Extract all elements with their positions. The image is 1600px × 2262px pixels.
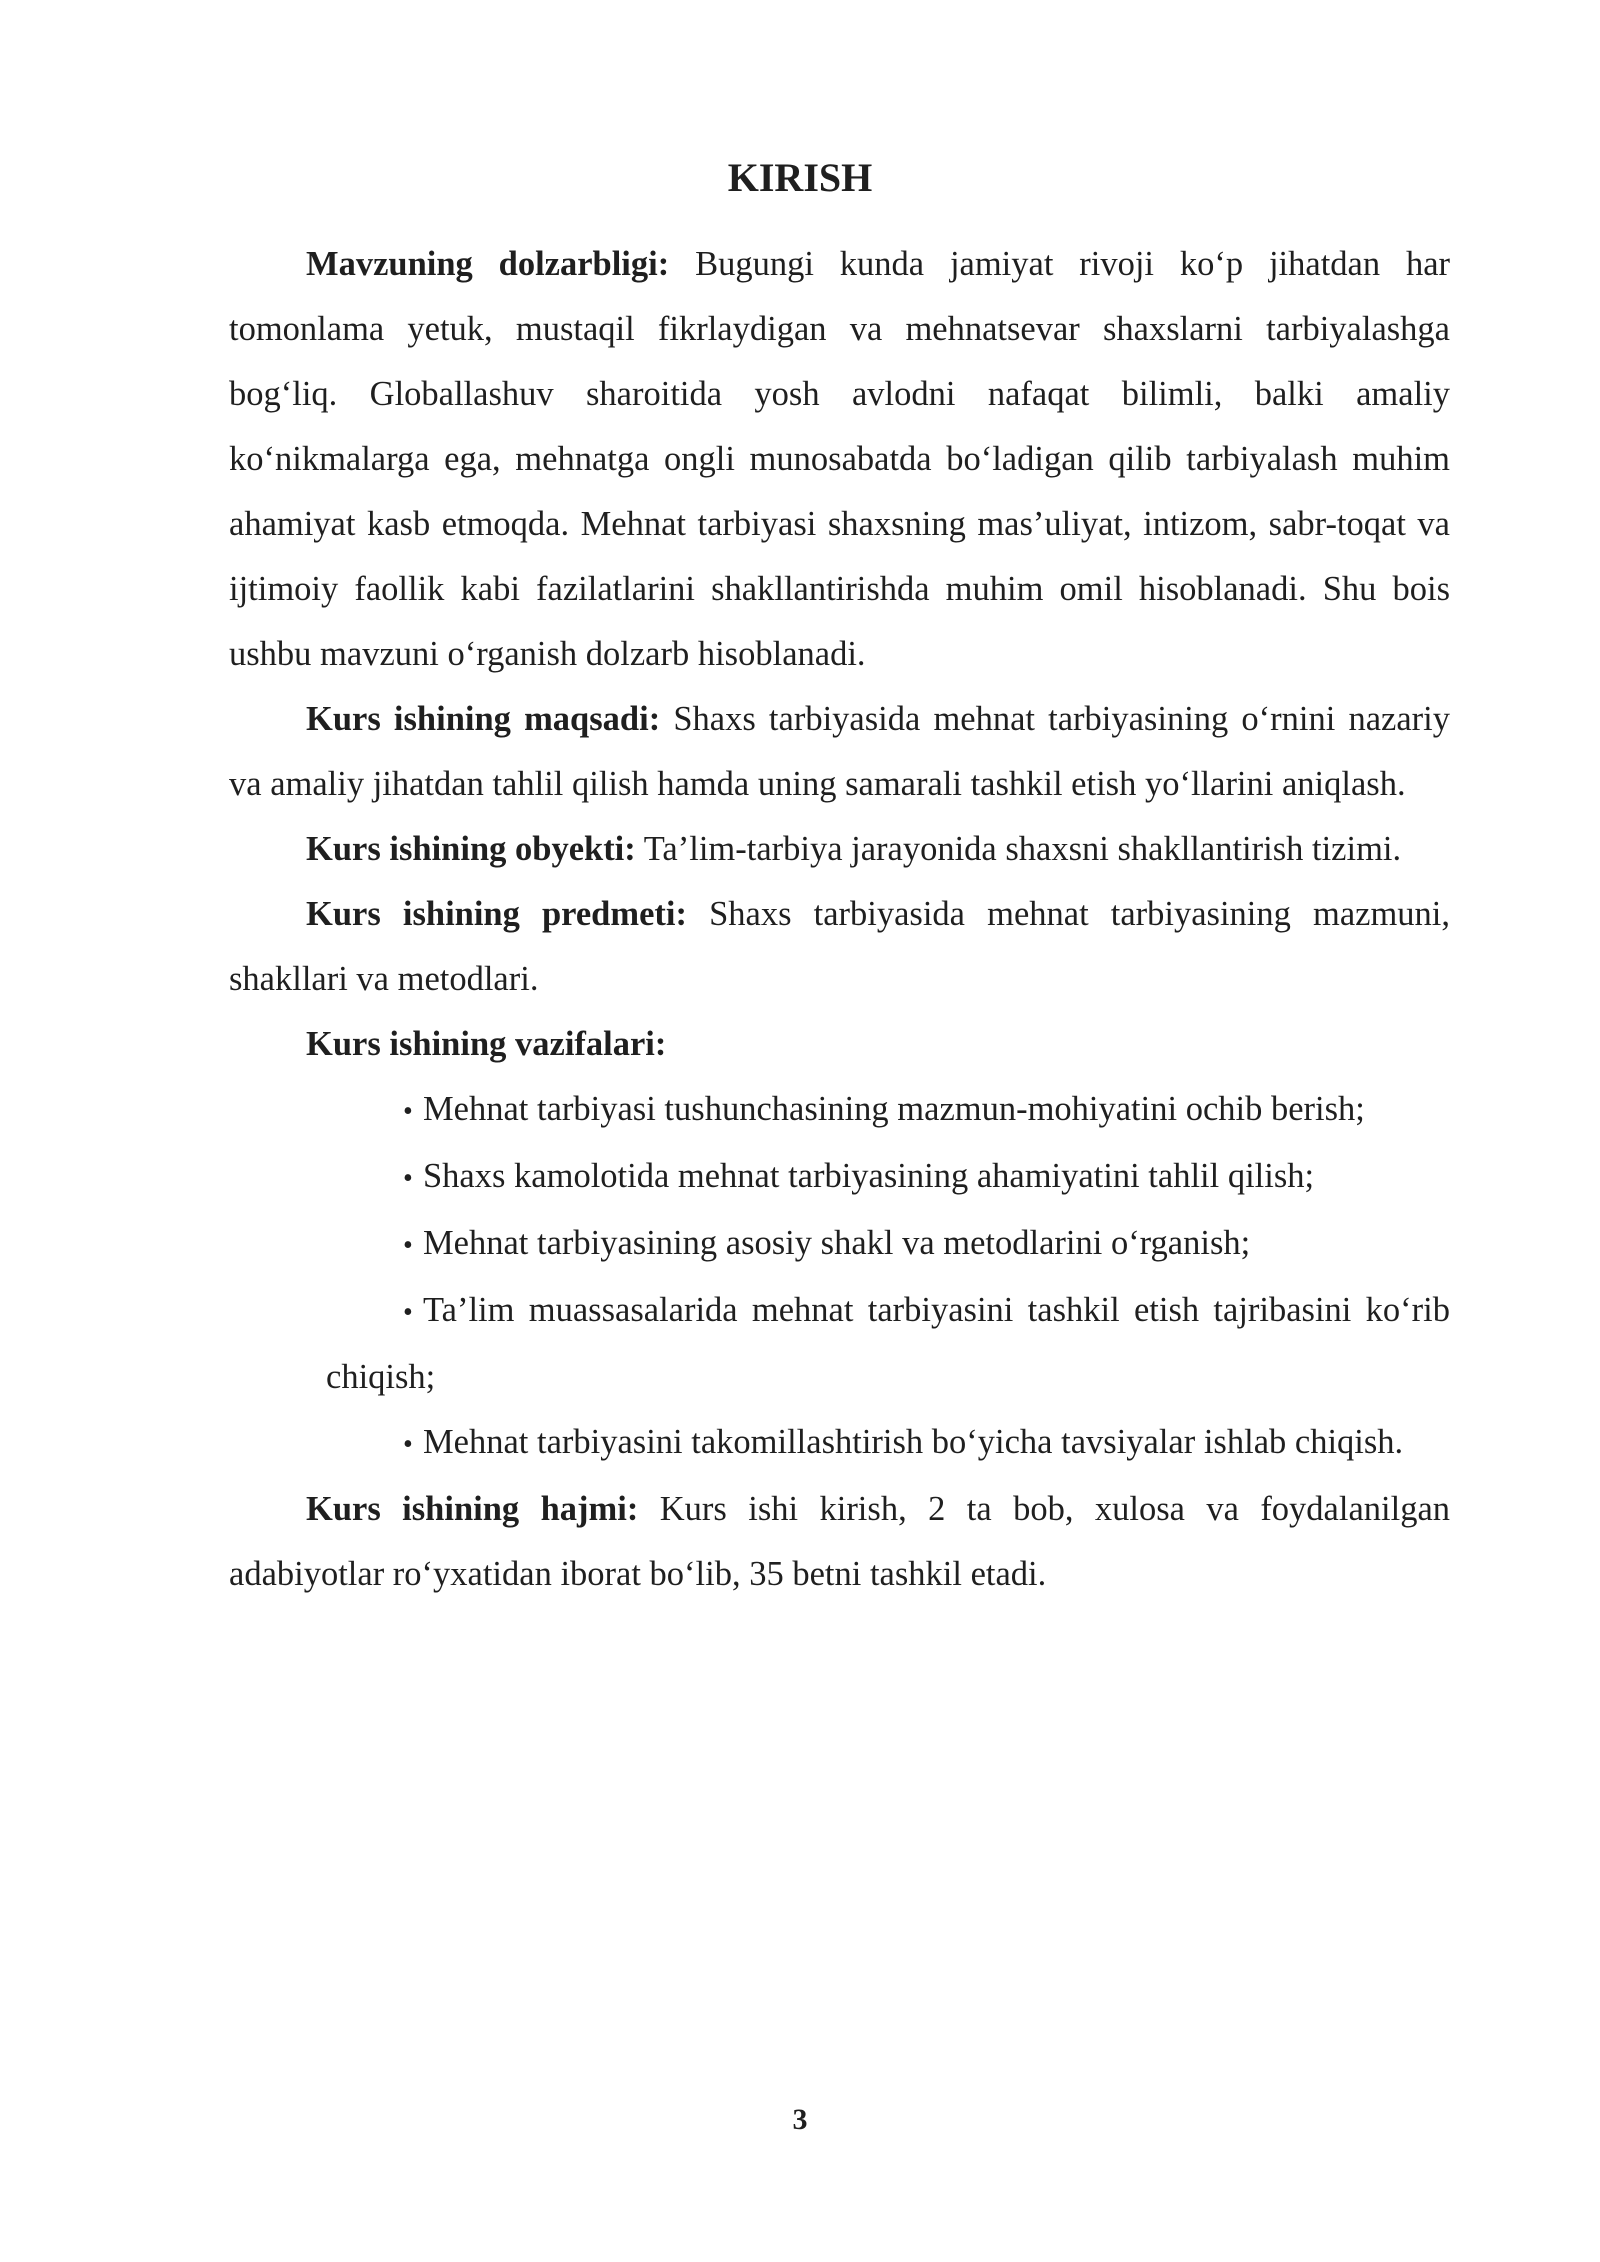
paragraph-relevance xyxy=(229,232,1450,687)
relevance-text: Bugungi kunda jamiyat rivoji ko‘p jihatdan har tomonlama yetuk, mustaqil fikrlaydigan va mehnatsevar shaxslarni tarbiyalashga bog‘liq. Globallashuv sharoitida yosh avlodni nafaqat bilimli, balki amaliy ko‘nikmalarga ega, mehnatga ongli munosabatda bo‘ladigan qilib tarbiyalash muhim ahamiyat kasb etmoqda. Mehnat tarbiyasi shaxsning mas’uliyat, intizom, sabr-toqat va ijtimoiy faollik kabi fazilatlarini shakllantirishda muhim omil hisoblanadi. Shu bois ushbu mavzuni o‘rganish dolzarb hisoblanadi. xyxy=(229,245,1450,673)
paragraph-subject xyxy=(229,882,1450,1012)
task-text: Mehnat tarbiyasining asosiy shakl va metodlarini o‘rganish; xyxy=(423,1224,1251,1262)
goal-label: Kurs ishining maqsadi: xyxy=(306,700,661,738)
task-text: Shaxs kamolotida mehnat tarbiyasining ahamiyatini tahlil qilish; xyxy=(423,1157,1315,1195)
task-item xyxy=(229,1077,1450,1144)
page-number: 3 xyxy=(792,2103,808,2136)
object-label: Kurs ishining obyekti: xyxy=(306,830,636,868)
goal-text: Shaxs tarbiyasida mehnat tarbiyasining o‘rnini nazariy va amaliy jihatdan tahlil qilish hamda uning samarali tashkil etish yo‘llarini aniqlash. xyxy=(229,700,1450,803)
paragraph-object xyxy=(229,817,1450,882)
paragraph-volume xyxy=(229,1477,1450,1607)
task-item xyxy=(229,1410,1450,1477)
task-text: Ta’lim muassasalarida mehnat tarbiyasini tashkil etish tajribasini ko‘rib chiqish; xyxy=(326,1291,1450,1396)
task-list xyxy=(229,1077,1450,1477)
subject-label: Kurs ishining predmeti: xyxy=(306,895,687,933)
paragraph-goal xyxy=(229,687,1450,817)
bullet-icon: • xyxy=(403,1096,413,1127)
paragraph-tasks-heading xyxy=(229,1012,1450,1077)
bullet-icon: • xyxy=(403,1297,413,1328)
tasks-label: Kurs ishining vazifalari: xyxy=(306,1025,667,1063)
task-item xyxy=(229,1278,1450,1410)
task-item xyxy=(229,1211,1450,1278)
task-text: Mehnat tarbiyasini takomillashtirish bo‘yicha tavsiyalar ishlab chiqish. xyxy=(423,1423,1404,1461)
subject-text: Shaxs tarbiyasida mehnat tarbiyasining mazmuni, shakllari va metodlari. xyxy=(229,895,1451,998)
bullet-icon: • xyxy=(403,1163,413,1194)
task-item xyxy=(229,1144,1450,1211)
relevance-label: Mavzuning dolzarbligi: xyxy=(306,245,670,283)
volume-text: Kurs ishi kirish, 2 ta bob, xulosa va foydalanilgan adabiyotlar ro‘yxatidan iborat bo‘lib, 35 betni tashkil etadi. xyxy=(229,1490,1451,1593)
object-text: Ta’lim-tarbiya jarayonida shaxsni shakllantirish tizimi. xyxy=(635,830,1402,868)
page-title: KIRISH xyxy=(727,155,873,200)
bullet-icon: • xyxy=(403,1230,413,1261)
task-text: Mehnat tarbiyasi tushunchasining mazmun-mohiyatini ochib berish; xyxy=(423,1090,1365,1128)
volume-label: Kurs ishining hajmi: xyxy=(306,1490,639,1528)
bullet-icon: • xyxy=(403,1429,413,1460)
document-body xyxy=(229,232,1450,1607)
